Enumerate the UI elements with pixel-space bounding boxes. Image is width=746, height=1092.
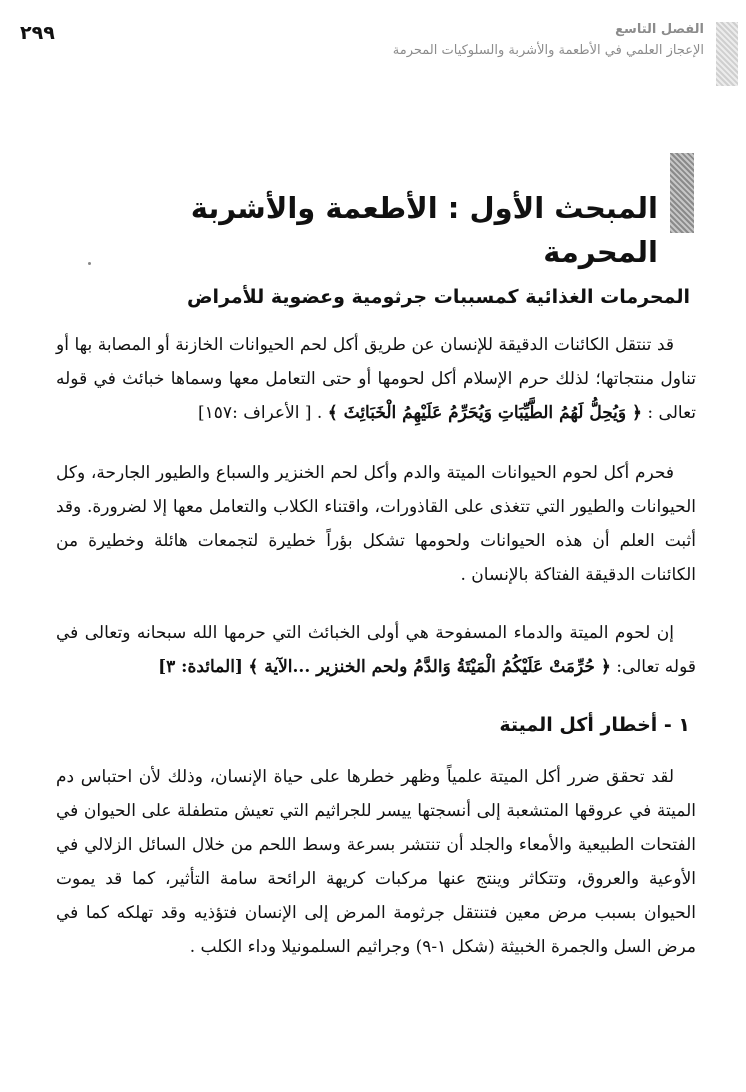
citation-1: . [ الأعراف :١٥٧] [198,403,323,423]
quran-verse-2: ﴿ حُرِّمَتْ عَلَيْكُمُ الْمَيْتَةُ وَالدَّمُ ولحم الخنزير ...الآية ﴾ [248,657,611,677]
header-decoration [716,22,738,86]
paragraph-3-text: إن لحوم الميتة والدماء المسفوحة هي أولى الخبائث التي حرمها الله سبحانه وتعالى في قوله تعالى: [56,623,696,677]
speck [88,262,91,265]
book-title: الإعجاز العلمي في الأطعمة والأشربة والسلوكيات المحرمة [392,43,704,58]
paragraph-2: فحرم أكل لحوم الحيوانات الميتة والدم وأكل لحم الخنزير والسباع والطيور الجارحة، وكل الحيوانات والطيور التي تتغذى على القاذورات، واقتناء الكلاب والتعامل معها إلا لضرورة. وقد أثبت العلم أن هذه الحيوانات ولحومها تشكل بؤراً خطيرة لتجمعات هائلة وخطيرة من الكائنات الدقيقة الفتاكة بالإنسان . [56,463,696,585]
page-number: ٢٩٩ [20,22,55,44]
running-header [344,20,704,62]
quran-verse-1: ﴿ وَيُحِلُّ لَهُمُ الطَّيِّبَاتِ وَيُحَرِّمُ عَلَيْهِمُ الْخَبَائِثَ ﴾ [327,403,642,423]
chapter-label: الفصل التاسع [615,22,704,37]
paragraph-3 [56,616,696,684]
section-marker [670,153,694,233]
subheading-carrion: ١ - أخطار أكل الميتة [499,714,690,736]
paragraph-1-text: قد تنتقل الكائنات الدقيقة للإنسان عن طريق أكل لحم الحيوانات الخازنة أو المصابة بها أو تناول منتجاتها؛ لذلك حرم الإسلام أكل لحومها أو حتى التعامل معها وسماها خبائث في قوله تعالى : [56,335,696,423]
subheading-pathogens: المحرمات الغذائية كمسببات جرثومية وعضوية للأمراض [187,286,690,308]
citation-2: [المائدة: ٣] [158,657,243,677]
paragraph-1 [56,328,696,430]
section-title: المبحث الأول : الأطعمة والأشربة المحرمة [190,191,658,269]
paragraph-4: لقد تحقق ضرر أكل الميتة علمياً وظهر خطرها على حياة الإنسان، وذلك لأن احتباس دم الميتة في عروقها المتشعبة إلى أنسجتها ييسر للجراثيم التي تعيش متطفلة على الحيوان في الفتحات الطبيعية والأمعاء والجلد أن تنتشر بسرعة وسط اللحم من خلال السائل الزلالي في الأوعية والعروق، وتتكاثر وينتج عنها مركبات كريهة الرائحة سامة التأثير، كما قد يموت الحيوان بسبب مرض معين فتنتقل جرثومة المرض إلى الإنسان فتؤذيه وقد تهلكه كما في مرض السل والجمرة الخبيثة (شكل ١-٩) وجراثيم السلمونيلا وداء الكلب . [56,767,696,957]
